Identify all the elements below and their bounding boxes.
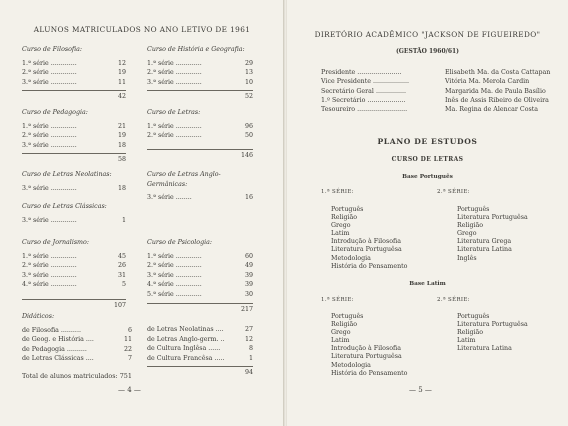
course-block <box>22 202 126 225</box>
course-heading: Curso de Filosofia: <box>22 46 82 53</box>
series-label: 2.ª SÉRIE: <box>437 189 470 195</box>
didaticos-right <box>147 325 253 378</box>
board-row: Vice Presidente .................. Vitória Ma. Merola Cardin <box>321 78 530 86</box>
course-total: 42 <box>117 93 126 101</box>
course-heading: Curso de Letras: <box>147 109 201 116</box>
didaticos-left <box>22 312 132 364</box>
course-block <box>22 108 126 165</box>
course-block <box>22 170 126 193</box>
subject: Latim <box>457 337 476 345</box>
subject: Grego <box>331 222 351 230</box>
course-block <box>147 108 253 160</box>
divider <box>147 303 253 304</box>
course-heading: Curso de Letras Anglo-Germânicas: <box>147 171 221 188</box>
divider <box>147 90 253 91</box>
subject: Introdução à Filosofia <box>331 345 401 353</box>
course-row: 3.ª série ............. 18 <box>22 184 126 192</box>
subject: Português <box>331 206 364 213</box>
subject: Grego <box>457 230 477 238</box>
subject: Literatura Grega <box>457 238 512 246</box>
subject: Literatura Portuguêsa <box>331 353 402 361</box>
subject: Literatura Portuguêsa <box>457 214 528 222</box>
subject: Literatura Portuguêsa <box>331 246 402 254</box>
subject: Religião <box>457 222 484 230</box>
subject: Literatura Portuguêsa <box>457 321 528 329</box>
board-row: 1.º Secretário ................... Inês de Assis Ribeiro de Oliveira <box>321 96 549 104</box>
course-row: 1.ª série ............. 45 <box>22 252 126 260</box>
course-total: 107 <box>113 301 126 309</box>
course-heading: Curso de Letras Clássicas: <box>22 203 107 210</box>
course-row: 5.ª série ............. 30 <box>147 290 253 298</box>
course-row: 3.ª série ............. 11 <box>22 78 126 86</box>
subject: Religião <box>331 214 358 222</box>
subject: Metodologia <box>331 361 371 369</box>
subject: Latim <box>331 337 350 345</box>
course-total: 52 <box>244 93 253 101</box>
didaticos-row: de Cultura Francêsa ..... 1 <box>147 354 253 362</box>
didaticos-row: de Letras Clássicas .... 7 <box>22 355 132 363</box>
base-title: Base Português <box>402 174 453 180</box>
course-heading: Curso de Letras Neolatinas: <box>22 171 112 178</box>
board-list <box>321 68 551 114</box>
course-title: CURSO DE LETRAS <box>391 156 464 163</box>
course-heading: Curso de Pedagogia: <box>22 109 88 116</box>
divider <box>147 366 253 367</box>
course-row: 3.ª série ........ 16 <box>147 194 253 202</box>
page-number: — 5 — <box>409 386 432 394</box>
didaticos-heading: Didáticos: <box>22 313 55 320</box>
didaticos-row: de Letras Anglo-germ. .. 12 <box>147 335 253 343</box>
course-block <box>22 45 126 102</box>
course-row: 3.ª série ............. 10 <box>147 78 253 86</box>
course-total: 146 <box>240 151 253 159</box>
subject: Religião <box>331 321 358 329</box>
page-title: DIRETÓRIO ACADÊMICO "JACKSON DE FIGUEIREDO" <box>314 30 541 39</box>
course-heading: Curso de História e Geografia: <box>147 46 245 53</box>
subject: Latim <box>331 230 350 238</box>
course-row: 4.ª série ............. 5 <box>22 281 126 289</box>
series-label: 2.ª SÉRIE: <box>437 297 470 303</box>
course-total: 217 <box>240 305 253 313</box>
board-row: Presidente ...................... Elisabeth Ma. da Costa Cattapan <box>321 69 551 76</box>
subject: Português <box>457 206 490 213</box>
subject: Introdução à Filosofia <box>331 238 401 246</box>
subject: Grego <box>331 329 351 337</box>
grand-total: Total de alunos matriculados: 751 <box>22 372 132 380</box>
course-block <box>147 170 253 203</box>
subject-list <box>331 313 407 378</box>
divider <box>22 153 126 154</box>
course-row: 1.ª série ............. 12 <box>22 59 126 67</box>
course-row: 1.ª série ............. 96 <box>147 122 253 130</box>
subject: Português <box>331 313 364 320</box>
subject: História do Pensamento <box>331 262 408 270</box>
course-row: 1.ª série ............. 21 <box>22 122 126 130</box>
base-title: Base Latim <box>409 281 446 287</box>
series-label: 1.ª SÉRIE: <box>321 297 354 303</box>
course-row: 3.ª série ............. 18 <box>22 141 126 149</box>
didaticos-total: 94 <box>244 369 253 377</box>
subject: Inglês <box>457 254 477 262</box>
divider <box>22 299 126 300</box>
page-number: — 4 — <box>118 386 141 394</box>
subject: Português <box>457 313 490 320</box>
subject: História do Pensamento <box>331 369 408 377</box>
board-row: Secretário Geral ............... Margarida Ma. de Paula Basílio <box>321 87 546 95</box>
didaticos-row: de Geog. e História .... 11 <box>22 336 132 344</box>
page-subtitle: (GESTÃO 1960/61) <box>395 48 460 55</box>
divider <box>22 90 126 91</box>
plan-title: PLANO DE ESTUDOS <box>377 137 478 146</box>
subject: Literatura Latina <box>457 345 512 353</box>
didaticos-row: de Pedagogia .......... 22 <box>22 345 132 353</box>
course-row: 2.ª série ............. 50 <box>147 132 253 140</box>
course-row: 2.ª série ............. 19 <box>22 69 126 77</box>
didaticos-row: de Cultura Inglêsa ...... 8 <box>147 345 253 353</box>
divider <box>147 149 253 150</box>
subject-list <box>331 206 407 271</box>
right-page <box>287 0 568 426</box>
page-title: ALUNOS MATRICULADOS NO ANO LETIVO DE 1961 <box>33 25 251 34</box>
course-total: 58 <box>117 156 126 164</box>
course-block <box>22 238 126 311</box>
course-heading: Curso de Psicologia: <box>147 239 213 246</box>
course-block <box>147 238 253 314</box>
subject-list <box>457 313 528 353</box>
board-row: Tesoureiro ......................... Ma. Regina de Alencar Costa <box>321 106 539 114</box>
course-row: 2.ª série ............. 19 <box>22 132 126 140</box>
course-row: 3.ª série ............. 1 <box>22 216 126 224</box>
course-row: 2.ª série ............. 26 <box>22 262 126 270</box>
didaticos-row: de Letras Neolatinas .... 27 <box>147 326 253 333</box>
series-label: 1.ª SÉRIE: <box>321 189 354 195</box>
course-row: 2.ª série ............. 49 <box>147 262 253 270</box>
course-row: 4.ª série ............. 39 <box>147 281 253 289</box>
course-row: 2.ª série ............. 13 <box>147 69 253 77</box>
course-row: 1.ª série ............. 29 <box>147 59 253 67</box>
course-block <box>147 45 253 102</box>
course-row: 3.ª série ............. 39 <box>147 271 253 279</box>
didaticos-row: de Filosofia .......... 6 <box>22 326 132 334</box>
subject: Religião <box>457 329 484 337</box>
subject: Metodologia <box>331 254 371 262</box>
course-heading: Curso de Jornalismo: <box>22 239 89 246</box>
course-row: 3.ª série ............. 31 <box>22 271 126 279</box>
subject-list <box>457 206 528 263</box>
subject: Literatura Latina <box>457 246 512 254</box>
course-row: 1.ª série ............. 60 <box>147 252 253 260</box>
